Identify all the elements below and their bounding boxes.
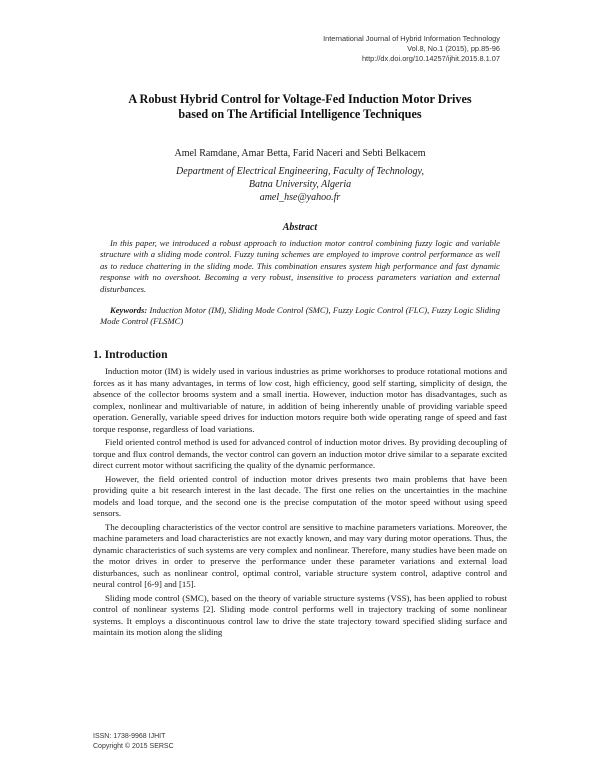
paper-title xyxy=(60,92,540,121)
abstract-heading: Abstract xyxy=(282,222,318,233)
journal-header xyxy=(323,34,500,65)
abstract-text: In this paper, we introduced a robust approach to induction motor control combining fuzzy logic and variable structure with a sliding mode control. Fuzzy tuning schemes are employed to improve control performance as well as to reduce chattering in the sliding mode. This combination ensures system high performance and fast dynamic response with no overshoot. Becoming a very robust, insensitive to process parameters variation and external disturbances. xyxy=(100,238,500,294)
keywords xyxy=(100,305,500,328)
affiliation-university: Batna University, Algeria xyxy=(248,179,352,190)
affiliation xyxy=(60,165,540,204)
paragraph: Induction motor (IM) is widely used in various industries as prime workhorses to produce rotational motions and forces as it has many advantages, in terms of low cost, high efficiency, good self starting, simplicity of design, the absence of the collector brooms system and a small inertia. However, induction motor has disadvantages, such as complex, nonlinear and multivariable of nature, in addition of being inherently unable of providing variable speed operation. Generally, variable speed drives for induction motors require both wide operating range of speed and fast torque response, regardless of load variations. xyxy=(93,366,507,434)
paragraph: Field oriented control method is used for advanced control of induction motor drives. By providing decoupling of torque and flux control demands, the vector control can govern an induction motor drive similar to a separate excited direct current motor without sacrificing the quality of the dynamic performance. xyxy=(93,437,507,471)
title-line-1: A Robust Hybrid Control for Voltage-Fed Induction Motor Drives xyxy=(128,92,472,106)
doi-link[interactable]: http://dx.doi.org/10.14257/ijhit.2015.8.1.07 xyxy=(361,54,500,64)
journal-name: International Journal of Hybrid Information Technology xyxy=(323,34,500,43)
journal-volume: Vol.8, No.1 (2015), pp.85-96 xyxy=(407,44,500,54)
copyright: Copyright © 2015 SERSC xyxy=(93,743,174,750)
keywords-label: Keywords: xyxy=(110,305,148,315)
author-email[interactable]: amel_hse@yahoo.fr xyxy=(259,192,341,203)
section-heading-introduction: 1. Introduction xyxy=(93,348,168,361)
introduction-body xyxy=(93,366,507,641)
keywords-text: Induction Motor (IM), Sliding Mode Control (SMC), Fuzzy Logic Control (FLC), Fuzzy Logic Sliding Mode Control (FLSMC) xyxy=(100,305,501,327)
paragraph: Sliding mode control (SMC), based on the theory of variable structure systems (VSS), has been applied to robust control of nonlinear systems [2]. Sliding mode control performs well in trajectory tracking of some nonlinear systems. It employs a discontinuous control law to drive the state trajectory toward specified sliding surface and maintain its motion along the sliding xyxy=(93,592,507,638)
page-footer xyxy=(93,732,174,752)
authors: Amel Ramdane, Amar Betta, Farid Naceri and Sebti Belkacem xyxy=(174,148,426,159)
paragraph: The decoupling characteristics of the vector control are sensitive to machine parameters variations. Moreover, the machine parameters and load characteristics are not exactly known, and may vary during motor operations. Thus, the dynamic characteristics of such systems are very complex and nonlinear. Therefore, many studies have been made on the motor drives in order to preserve the performance under these parameter variations and external load disturbances, such as nonlinear control, optimal control, variable structure system control, adaptive control and neural control [6-9] and [15]. xyxy=(93,521,507,590)
title-line-2: based on The Artificial Intelligence Techniques xyxy=(178,106,422,121)
affiliation-department: Department of Electrical Engineering, Faculty of Technology, xyxy=(176,166,424,177)
issn: ISSN: 1738-9968 IJHIT xyxy=(93,733,166,740)
paragraph: However, the field oriented control of induction motor drives presents two main problems that have been providing quite a bit research interest in the last decade. The first one relies on the uncertainties in the machine models and load torque, and the second one is the precise computation of the motor speed without using speed sensors. xyxy=(93,473,507,519)
